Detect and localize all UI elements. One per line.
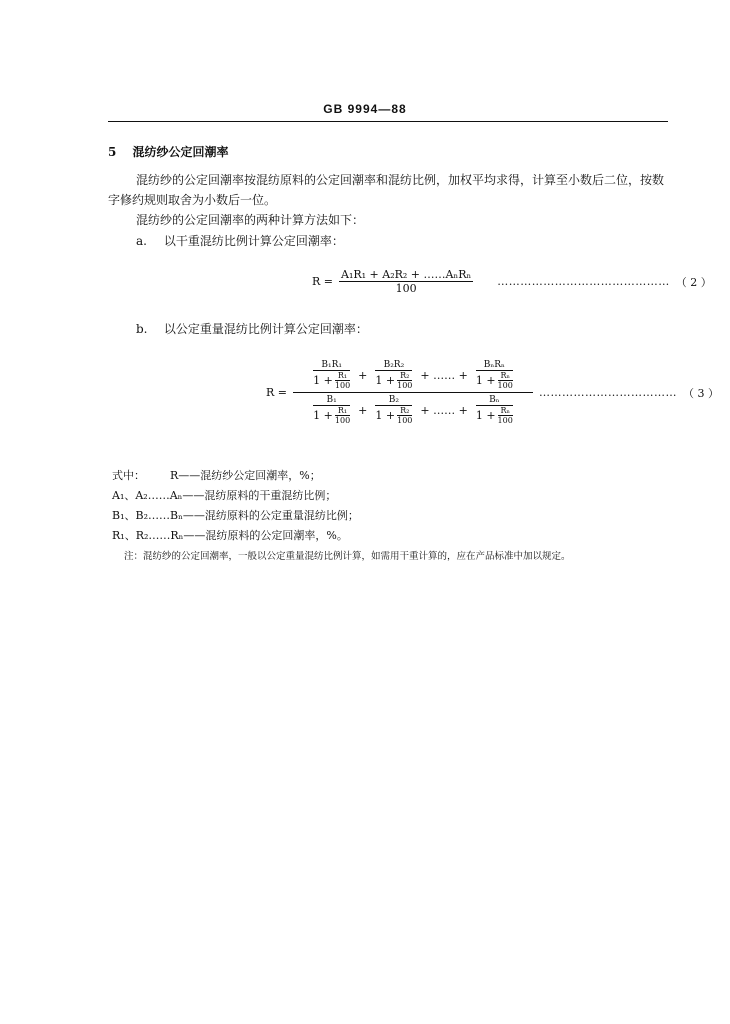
definition-line: R——混纺纱公定回潮率，%； <box>170 469 321 482</box>
formula-2 <box>312 268 712 295</box>
item-b-text: 以公定重量混纺比例计算公定回潮率： <box>163 322 368 336</box>
formula-2-numerator: A₁R₁ + A₂R₂ + ……AₙRₙ <box>341 268 472 281</box>
main-fraction-bar <box>293 392 533 393</box>
formula-3-upper <box>313 360 513 390</box>
upper-term-n: BₙRₙ 1 + $\frac{\text{Rₙ}}{100}$ <box>475 360 513 390</box>
section-number: 5 <box>108 145 117 159</box>
item-a <box>136 232 344 249</box>
ellipsis-plus: + …… + <box>420 368 468 382</box>
upper-term-2: B₂R₂ 1 + $\frac{\text{R₂}}{100}$ <box>375 360 413 390</box>
definition-line: A₁、A₂……Aₙ——混纺原料的干重混纺比例； <box>112 489 337 502</box>
lower-term-1: B₁ 1 + $\frac{\text{R₁}}{100}$ <box>313 395 351 425</box>
item-a-label: a. <box>136 234 147 248</box>
formula-3-number: （ 3 ） <box>683 386 719 400</box>
lower-term-n: Bₙ 1 + $\frac{\text{Rₙ}}{100}$ <box>475 395 513 425</box>
plus-sign: + <box>358 403 368 417</box>
formula-3 <box>266 360 719 425</box>
formula-3-lower <box>313 395 513 425</box>
formula-2-denominator: 100 <box>395 282 417 295</box>
document-header: GB 9994—88 <box>323 102 407 116</box>
formula-2-number: （ 2 ） <box>675 275 712 289</box>
formula-3-lhs: R = <box>266 386 287 399</box>
formula-2-fraction <box>339 268 473 295</box>
definition-line: B₁、B₂……Bₙ——混纺原料的公定重量混纺比例； <box>112 509 359 522</box>
formula-2-lhs: R = <box>312 275 333 288</box>
lower-term-2: B₂ 1 + $\frac{\text{R₂}}{100}$ <box>375 395 413 425</box>
paragraph-1: 混纺纱的公定回潮率按混纺原料的公定回潮率和混纺比例，加权平均求得，计算至小数后二位，按数字修约规则取舍为小数后一位。 <box>108 173 665 207</box>
upper-term-1: B₁R₁ 1 + $\frac{\text{R₁}}{100}$ <box>313 360 351 390</box>
section-heading <box>108 143 229 160</box>
item-a-text: 以干重混纺比例计算公定回潮率： <box>163 234 344 248</box>
formula-2-leader-dots: ……………………………………… <box>497 275 670 288</box>
definition-line: R₁、R₂……Rₙ——混纺原料的公定回潮率，%。 <box>112 529 348 542</box>
item-b <box>136 320 368 337</box>
note: 注：混纺纱的公定回潮率，一般以公定重量混纺比例计算，如需用干重计算的，应在产品标准中加以规定。 <box>124 551 571 562</box>
item-b-label: b. <box>136 322 148 336</box>
header-rule <box>108 121 668 122</box>
ellipsis-plus: + …… + <box>420 403 468 417</box>
definitions <box>112 466 359 546</box>
definitions-lead: 式中： <box>112 469 145 482</box>
paragraph-2: 混纺纱的公定回潮率的两种计算方法如下： <box>136 213 365 227</box>
section-title: 混纺纱公定回潮率 <box>132 145 229 159</box>
formula-3-leader-dots: ……………………………… <box>539 386 677 399</box>
plus-sign: + <box>358 368 368 382</box>
